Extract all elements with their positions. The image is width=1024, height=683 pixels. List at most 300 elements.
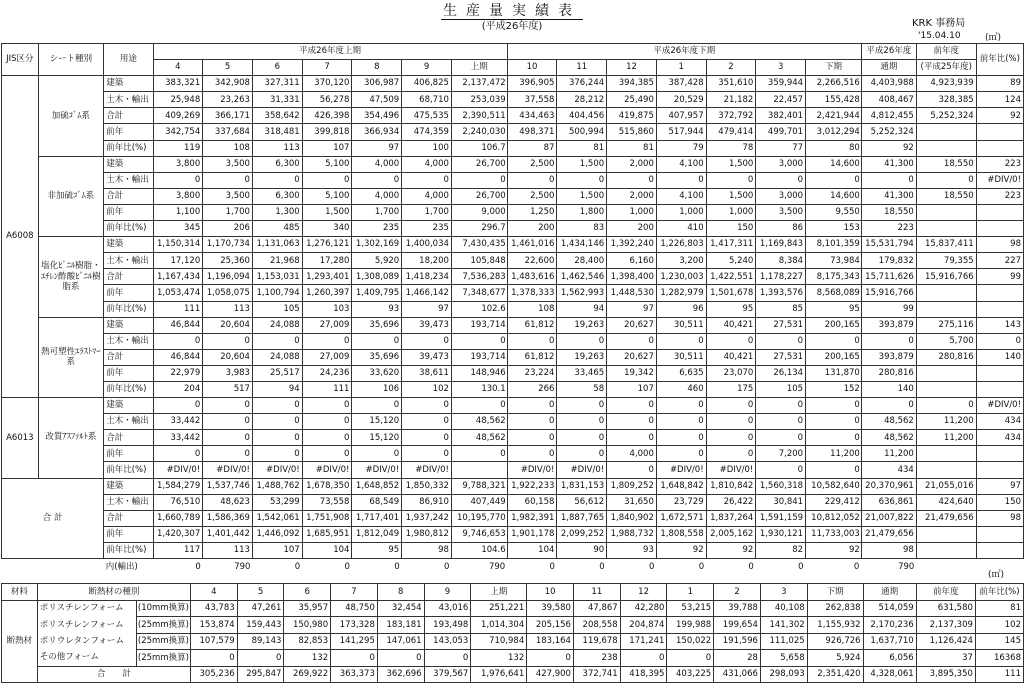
insulation-value-cell: 173,328 <box>331 617 378 634</box>
value-cell: 2,005,162 <box>706 526 756 542</box>
insulation-col-header: 7 <box>331 584 378 601</box>
use-label: 合計 <box>104 108 153 124</box>
insulation-value-cell: 514,059 <box>863 600 916 617</box>
value-cell: 0 <box>656 172 706 188</box>
value-cell: 1,400,034 <box>402 237 452 253</box>
value-cell: 0 <box>557 398 607 414</box>
value-cell: 1,500 <box>706 156 756 172</box>
value-cell: 140 <box>861 381 916 397</box>
value-cell: 404,456 <box>557 108 607 124</box>
value-cell: 280,816 <box>916 349 976 365</box>
value-cell: 2,240,030 <box>451 124 507 140</box>
value-cell: 21,055,016 <box>916 478 976 494</box>
value-cell: 1,276,121 <box>302 237 352 253</box>
value-cell: 1,922,233 <box>507 478 557 494</box>
value-cell: 394,385 <box>607 76 657 92</box>
value-cell: 26,422 <box>706 494 756 510</box>
insulation-value-cell: 183,164 <box>527 633 574 650</box>
value-cell: 517,944 <box>656 124 706 140</box>
insulation-total-cell: 1,976,641 <box>471 666 527 683</box>
value-cell: 106.7 <box>451 140 507 156</box>
export-value-cell: 0 <box>853 561 860 572</box>
value-cell: 479,414 <box>706 124 756 140</box>
value-cell: #DIV/0! <box>402 462 452 478</box>
value-cell <box>916 301 976 317</box>
value-cell: 1,810,842 <box>706 478 756 494</box>
value-cell: 8,568,089 <box>806 285 862 301</box>
document-title: 生産量実績表 <box>443 3 581 19</box>
value-cell: 1,417,311 <box>706 237 756 253</box>
value-cell: 8,175,343 <box>806 269 862 285</box>
unit-label-insulation: (㎡) <box>988 570 1005 580</box>
insulation-value-cell: 0 <box>190 650 237 667</box>
value-cell: 4,923,939 <box>916 76 976 92</box>
value-cell: 393,879 <box>861 317 916 333</box>
value-cell: 475,535 <box>402 108 452 124</box>
value-cell: 200 <box>607 221 657 237</box>
value-cell: 81 <box>607 140 657 156</box>
value-cell: 23,224 <box>507 365 557 381</box>
value-cell: 0 <box>656 430 706 446</box>
value-cell: 99 <box>861 301 916 317</box>
value-cell: 3,012,294 <box>806 124 862 140</box>
value-cell: 0 <box>656 333 706 349</box>
value-cell: 89 <box>976 76 1023 92</box>
value-cell: 0 <box>203 430 253 446</box>
value-cell: 92 <box>706 542 756 558</box>
insulation-value-cell: 5,658 <box>760 650 807 667</box>
value-cell: 2,000 <box>607 156 657 172</box>
value-cell: 10,195,770 <box>451 510 507 526</box>
value-cell: 102.6 <box>451 301 507 317</box>
insulation-col-header: 通期 <box>863 584 916 601</box>
insulation-type-header: 断熱材の種別 <box>37 584 190 601</box>
export-value-cell: 0 <box>648 561 655 572</box>
month-header: 12 <box>607 60 657 76</box>
value-cell: 1,461,016 <box>507 237 557 253</box>
insulation-value-cell: 926,726 <box>807 633 863 650</box>
value-cell: 15,837,411 <box>916 237 976 253</box>
value-cell: 10,582,640 <box>806 478 862 494</box>
value-cell: 97 <box>976 478 1023 494</box>
value-cell: 4,812,455 <box>861 108 916 124</box>
value-cell: 21,182 <box>706 92 756 108</box>
use-label: 土木・輸出 <box>104 333 153 349</box>
value-cell: 94 <box>252 381 302 397</box>
insulation-col-header: 9 <box>424 584 471 601</box>
value-cell: 9,000 <box>451 204 507 220</box>
value-cell: 95 <box>352 542 402 558</box>
insulation-col-header: 下期 <box>807 584 863 601</box>
value-cell: 1,409,795 <box>352 285 402 301</box>
use-label: 合計 <box>104 269 153 285</box>
value-cell: 27,009 <box>302 317 352 333</box>
value-cell: 407,957 <box>656 108 706 124</box>
value-cell: 27,009 <box>302 349 352 365</box>
value-cell: 15,120 <box>352 414 402 430</box>
insulation-value-cell: 28 <box>714 650 761 667</box>
value-cell: 15,916,766 <box>916 269 976 285</box>
export-value-cell: 790 <box>234 561 251 572</box>
value-cell: 223 <box>861 221 916 237</box>
value-cell: 235 <box>402 221 452 237</box>
value-cell: 1,648,842 <box>656 478 706 494</box>
value-cell: 23,070 <box>706 365 756 381</box>
value-cell: 0 <box>153 398 203 414</box>
value-cell: 1,178,227 <box>756 269 806 285</box>
value-cell: 56,612 <box>557 494 607 510</box>
value-cell: 25,948 <box>153 92 203 108</box>
value-cell: 28,400 <box>557 253 607 269</box>
value-cell: 434,463 <box>507 108 557 124</box>
insulation-col-header: 5 <box>237 584 284 601</box>
value-cell: 40,421 <box>706 349 756 365</box>
value-cell <box>451 462 507 478</box>
value-cell: 409,269 <box>153 108 203 124</box>
value-cell: 56,278 <box>302 92 352 108</box>
use-label: 合計 <box>104 188 153 204</box>
value-cell: 108 <box>507 301 557 317</box>
value-cell: 25,490 <box>607 92 657 108</box>
value-cell: 0 <box>153 446 203 462</box>
table-row <box>2 124 1024 140</box>
value-cell: 1,812,049 <box>352 526 402 542</box>
table-row <box>2 140 1024 156</box>
insulation-value-cell: 238 <box>573 650 620 667</box>
value-cell: 0 <box>352 398 402 414</box>
value-cell: 200 <box>507 221 557 237</box>
value-cell: 46,844 <box>153 349 203 365</box>
value-cell: 1,488,762 <box>252 478 302 494</box>
table-row <box>2 269 1024 285</box>
value-cell: 1,260,397 <box>302 285 352 301</box>
value-cell: 1,562,993 <box>557 285 607 301</box>
value-cell: 97 <box>402 301 452 317</box>
month-header: 4 <box>153 60 203 76</box>
value-cell: 92 <box>656 542 706 558</box>
value-cell: 7,536,283 <box>451 269 507 285</box>
value-cell: 97 <box>607 301 657 317</box>
value-cell: 460 <box>656 381 706 397</box>
value-cell: 1,500 <box>706 188 756 204</box>
use-label: 前年比(%) <box>104 462 153 478</box>
table-row <box>2 398 1024 414</box>
value-cell: 485 <box>252 221 302 237</box>
first-half-header: 平成26年度上期 <box>153 44 507 60</box>
value-cell: 223 <box>976 188 1023 204</box>
value-cell: 1,831,153 <box>557 478 607 494</box>
table-row <box>2 478 1024 494</box>
value-cell: 15,120 <box>352 430 402 446</box>
value-cell: 2,266,516 <box>806 76 862 92</box>
value-cell: 19,263 <box>557 349 607 365</box>
insulation-value-cell: 147,061 <box>377 633 424 650</box>
value-cell: 1,418,234 <box>402 269 452 285</box>
value-cell: 86 <box>756 221 806 237</box>
value-cell: 58 <box>557 381 607 397</box>
value-cell: 77 <box>756 140 806 156</box>
insulation-value-cell: 0 <box>527 650 574 667</box>
insulation-value-cell: 1,014,304 <box>471 617 527 634</box>
value-cell: 33,442 <box>153 430 203 446</box>
use-label: 土木・輸出 <box>104 494 153 510</box>
value-cell: #DIV/0! <box>706 462 756 478</box>
value-cell <box>916 381 976 397</box>
value-cell: 0 <box>557 430 607 446</box>
value-cell: 419,875 <box>607 108 657 124</box>
use-label: 合計 <box>104 349 153 365</box>
value-cell: 1,300 <box>252 204 302 220</box>
value-cell: 4,403,988 <box>861 76 916 92</box>
insulation-name: ポリスチレンフォーム <box>37 617 136 634</box>
value-cell: 0 <box>302 333 352 349</box>
value-cell: 11,200 <box>916 414 976 430</box>
value-cell: 517 <box>203 381 253 397</box>
value-cell: 78 <box>706 140 756 156</box>
insulation-value-cell: 150,022 <box>667 633 714 650</box>
unit-label: (㎡) <box>985 33 1002 43</box>
value-cell: 17,280 <box>302 253 352 269</box>
value-cell: 1,717,401 <box>352 510 402 526</box>
value-cell: 1,483,616 <box>507 269 557 285</box>
value-cell: 0 <box>706 172 756 188</box>
value-cell: 0 <box>451 172 507 188</box>
value-cell: 1,586,369 <box>203 510 253 526</box>
value-cell: 11,200 <box>861 446 916 462</box>
value-cell: 20,627 <box>607 349 657 365</box>
insulation-value-cell: 153,874 <box>190 617 237 634</box>
insulation-total-cell: 269,922 <box>284 666 331 683</box>
insulation-col-header: 4 <box>190 584 237 601</box>
value-cell: 328,385 <box>916 92 976 108</box>
value-cell: 426,398 <box>302 108 352 124</box>
value-cell: 106 <box>352 381 402 397</box>
value-cell: 0 <box>806 172 862 188</box>
use-label: 前年比(%) <box>104 301 153 317</box>
value-cell: 1,167,434 <box>153 269 203 285</box>
insulation-value-cell: 81 <box>975 600 1023 617</box>
value-cell: 2,099,252 <box>557 526 607 542</box>
insulation-value-cell: 5,924 <box>807 650 863 667</box>
value-cell: 1,591,159 <box>756 510 806 526</box>
value-cell: 61,812 <box>507 349 557 365</box>
insulation-total-cell: 362,696 <box>377 666 424 683</box>
insulation-value-cell: 47,867 <box>573 600 620 617</box>
insulation-value-cell: 199,988 <box>667 617 714 634</box>
insulation-name: その他フォーム <box>37 650 136 667</box>
insulation-total-cell: 372,741 <box>573 666 620 683</box>
value-cell: 1,392,240 <box>607 237 657 253</box>
value-cell: 30,841 <box>756 494 806 510</box>
value-cell: 3,000 <box>756 188 806 204</box>
export-value-cell: 0 <box>443 561 450 572</box>
value-cell: 179,832 <box>861 253 916 269</box>
value-cell: 1,560,318 <box>756 478 806 494</box>
value-cell: 11,733,003 <box>806 526 862 542</box>
value-cell: 1,420,307 <box>153 526 203 542</box>
value-cell <box>976 204 1023 220</box>
value-cell: 0 <box>656 414 706 430</box>
value-cell: 1,988,732 <box>607 526 657 542</box>
value-cell: 1,000 <box>656 204 706 220</box>
value-cell: 500,994 <box>557 124 607 140</box>
value-cell: 21,968 <box>252 253 302 269</box>
value-cell: 342,754 <box>153 124 203 140</box>
blank-cell <box>2 559 104 575</box>
value-cell: 2,500 <box>507 156 557 172</box>
value-cell: 25,360 <box>203 253 253 269</box>
value-cell: 98 <box>861 542 916 558</box>
insulation-conversion: (10mm換算) <box>136 600 190 617</box>
table-row <box>2 510 1024 526</box>
value-cell: 0 <box>507 398 557 414</box>
sheet-type-label: 改質ｱｽﾌｧﾙﾄ系 <box>38 398 104 478</box>
value-cell: 85 <box>756 301 806 317</box>
insulation-value-cell: 132 <box>284 650 331 667</box>
value-cell: 20,627 <box>607 317 657 333</box>
value-cell: 474,359 <box>402 124 452 140</box>
value-cell: 383,321 <box>153 76 203 92</box>
value-cell <box>916 221 976 237</box>
second-half-header: 平成26年度下期 <box>507 44 861 60</box>
value-cell: 434 <box>861 462 916 478</box>
value-cell: 14,600 <box>806 188 862 204</box>
use-label: 前年 <box>104 526 153 542</box>
value-cell: 4,100 <box>656 188 706 204</box>
value-cell: 35,696 <box>352 349 402 365</box>
value-cell <box>916 446 976 462</box>
value-cell: 0 <box>402 414 452 430</box>
insulation-total-cell: 298,093 <box>760 666 807 683</box>
value-cell: 14,600 <box>806 156 862 172</box>
value-cell: 4,100 <box>656 156 706 172</box>
export-value-cell <box>976 559 1023 575</box>
value-cell: 47,509 <box>352 92 402 108</box>
value-cell: 1,500 <box>302 204 352 220</box>
insulation-value-cell: 111,025 <box>760 633 807 650</box>
value-cell: 327,311 <box>252 76 302 92</box>
value-cell: 227 <box>976 253 1023 269</box>
export-value-cell: 0 <box>294 561 301 572</box>
value-cell: 124 <box>976 92 1023 108</box>
use-header: 用途 <box>104 44 153 76</box>
value-cell: 1,700 <box>402 204 452 220</box>
table-row <box>2 317 1024 333</box>
insulation-value-cell: 35,957 <box>284 600 331 617</box>
value-cell: 150 <box>976 494 1023 510</box>
value-cell: 1,100,794 <box>252 285 302 301</box>
value-cell: 19,342 <box>607 365 657 381</box>
insulation-value-cell: 631,580 <box>916 600 975 617</box>
value-cell: 30,511 <box>656 317 706 333</box>
sheet-type-label: 熱可塑性ｴﾗｽﾄﾏｰ系 <box>38 317 104 397</box>
value-cell: 9,746,653 <box>451 526 507 542</box>
value-cell: 11,200 <box>916 430 976 446</box>
value-cell: 105,848 <box>451 253 507 269</box>
value-cell: 111 <box>302 381 352 397</box>
value-cell: 0 <box>706 414 756 430</box>
value-cell: 1,809,252 <box>607 478 657 494</box>
value-cell: 79 <box>656 140 706 156</box>
value-cell: 5,240 <box>706 253 756 269</box>
use-label: 建築 <box>104 156 153 172</box>
value-cell: 0 <box>557 446 607 462</box>
value-cell: 5,100 <box>302 156 352 172</box>
insulation-value-cell: 132 <box>471 650 527 667</box>
jis-header: JIS区分 <box>2 44 39 76</box>
value-cell: 113 <box>203 301 253 317</box>
value-cell: 48,562 <box>861 430 916 446</box>
jis-class-a6013: A6013 <box>2 398 39 478</box>
table-row <box>2 414 1024 430</box>
value-cell: 41,300 <box>861 156 916 172</box>
value-cell: 48,562 <box>861 414 916 430</box>
value-cell <box>976 462 1023 478</box>
value-cell <box>976 124 1023 140</box>
value-cell: 408,467 <box>861 92 916 108</box>
value-cell: 1,648,852 <box>352 478 402 494</box>
value-cell: 1,500 <box>557 188 607 204</box>
value-cell: 24,088 <box>252 317 302 333</box>
value-cell: 107 <box>252 542 302 558</box>
value-cell: 253,039 <box>451 92 507 108</box>
insulation-name: ポリウレタンフォーム <box>37 633 136 650</box>
insulation-value-cell: 262,838 <box>807 600 863 617</box>
insulation-value-cell: 0 <box>237 650 284 667</box>
value-cell: 15,531,794 <box>861 237 916 253</box>
value-cell: 1,422,551 <box>706 269 756 285</box>
value-cell: 1,500 <box>557 156 607 172</box>
use-label: 前年 <box>104 446 153 462</box>
value-cell: 150 <box>706 221 756 237</box>
use-label: 前年比(%) <box>104 140 153 156</box>
insulation-table <box>1 583 1024 683</box>
value-cell: 103 <box>302 301 352 317</box>
value-cell: 0 <box>976 333 1023 349</box>
value-cell: 107 <box>607 381 657 397</box>
value-cell: 39,473 <box>402 317 452 333</box>
value-cell: 28,212 <box>557 92 607 108</box>
value-cell: 1,930,121 <box>756 526 806 542</box>
value-cell <box>916 285 976 301</box>
insulation-total-cell: 111 <box>975 666 1023 683</box>
insulation-col-header: 11 <box>573 584 620 601</box>
table-row <box>2 430 1024 446</box>
use-label: 前年 <box>104 204 153 220</box>
value-cell: 1,226,803 <box>656 237 706 253</box>
value-cell: 5,920 <box>352 253 402 269</box>
value-cell: 27,531 <box>756 317 806 333</box>
value-cell: 296.7 <box>451 221 507 237</box>
use-label: 建築 <box>104 398 153 414</box>
value-cell: 0 <box>756 172 806 188</box>
insulation-value-cell: 16368 <box>975 650 1023 667</box>
value-cell: 0 <box>352 172 402 188</box>
value-cell: 105 <box>252 301 302 317</box>
value-cell: 140 <box>976 349 1023 365</box>
value-cell: 104 <box>507 542 557 558</box>
value-cell: 434 <box>976 430 1023 446</box>
value-cell: 76,510 <box>153 494 203 510</box>
table-row <box>2 381 1024 397</box>
use-label: 合計 <box>104 430 153 446</box>
table-row <box>2 333 1024 349</box>
value-cell: 104 <box>302 542 352 558</box>
value-cell: 0 <box>916 172 976 188</box>
value-cell: 48,623 <box>203 494 253 510</box>
value-cell: 0 <box>302 446 352 462</box>
table-row <box>2 494 1024 510</box>
